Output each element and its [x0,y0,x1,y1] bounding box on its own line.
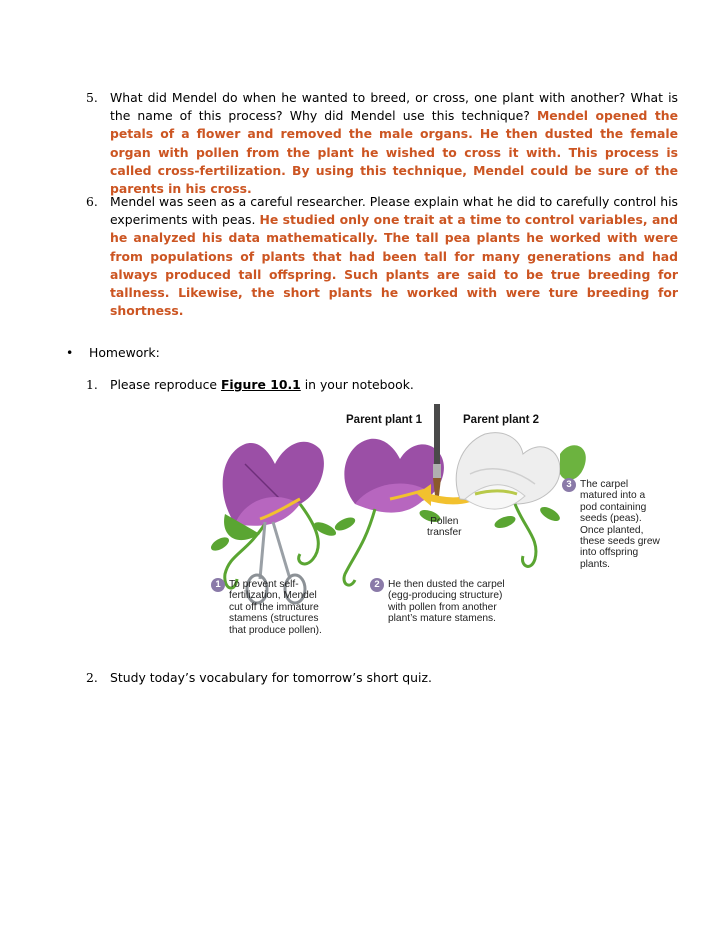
caption-line: To prevent self- [229,579,299,590]
step-3-badge: 3 [562,478,576,492]
item-text-after: in your notebook. [304,377,414,392]
figure-10-1 [205,404,685,644]
question-number: 6. [86,194,98,209]
answer-text: Mendel opened the petals of a flower and removed the male organs. He then dusted the female organ with pollen from the plant he wished to cross it with. This process is called cross-fertilization. By using this technique, Mendel could be sure of the parents in his cross. [110,108,678,197]
caption-line: fertilization, Mendel [229,590,317,602]
item-text: Study today’s vocabulary for tomorrow’s short quiz. [110,670,432,685]
step-2-caption [388,579,505,625]
question-6 [86,193,678,320]
parent-plant-1-label: Parent plant 1 [346,414,423,426]
question-number: 5. [86,90,98,105]
item-number: 2. [86,670,98,685]
caption-line: into offspring [580,547,639,559]
item-number: 1. [86,377,98,392]
caption-line: these seeds grew [580,536,660,548]
figure-reference: Figure 10.1 [220,377,301,392]
pea-pod-icon [560,445,586,480]
question-text: Mendel was seen as a careful researcher. Please explain what he did to carefully control his experiments with peas. [110,194,678,228]
homework-item-1 [86,377,414,392]
question-5 [86,89,678,198]
bullet-symbol: • [66,345,74,360]
step-1-badge: 1 [211,578,225,592]
step-1-caption [229,579,322,636]
caption-line: seeds (peas). [580,513,642,525]
caption-line: with pollen from another [388,601,497,613]
pollen-transfer-label [427,516,462,539]
caption-line: cut off the immature [229,601,319,613]
caption-line: plants. [580,558,611,570]
step-3-caption [580,479,660,570]
pollen-line-2: transfer [427,527,462,539]
caption-line: stamens (structures [229,613,319,625]
flower-middle [333,439,444,585]
flower-right [456,433,562,567]
caption-line: pod containing [580,501,647,513]
caption-line: that produce pollen). [229,624,322,636]
caption-line: (egg-producing structure) [388,590,503,602]
paintbrush-icon [433,404,441,496]
caption-line: plant’s mature stamens. [388,613,496,625]
pollen-line-1: Pollen [430,516,459,527]
item-text-before: Please reproduce [110,377,218,392]
caption-line: The carpel [580,479,629,490]
homework-label: Homework: [89,345,160,360]
homework-item-2 [86,670,432,685]
answer-text: He studied only one trait at a time to control variables, and he analyzed his data mathematically. The tall pea plants he worked with were from populations of plants that had been tall for many generations and had always produced tall offspring. Such plants are said to be true breeding for tallness. Likewise, the short plants he worked with were ture breeding for shortness. [110,212,678,319]
caption-line: Once planted, [580,524,644,536]
caption-line: He then dusted the carpel [388,579,505,590]
step-2-badge: 2 [370,578,384,592]
question-text: What did Mendel do when he wanted to breed, or cross, one plant with another? What is the name of this process? Why did Mendel use this technique? [110,90,678,124]
caption-line: matured into a [580,490,646,502]
parent-plant-2-label: Parent plant 2 [463,414,540,426]
